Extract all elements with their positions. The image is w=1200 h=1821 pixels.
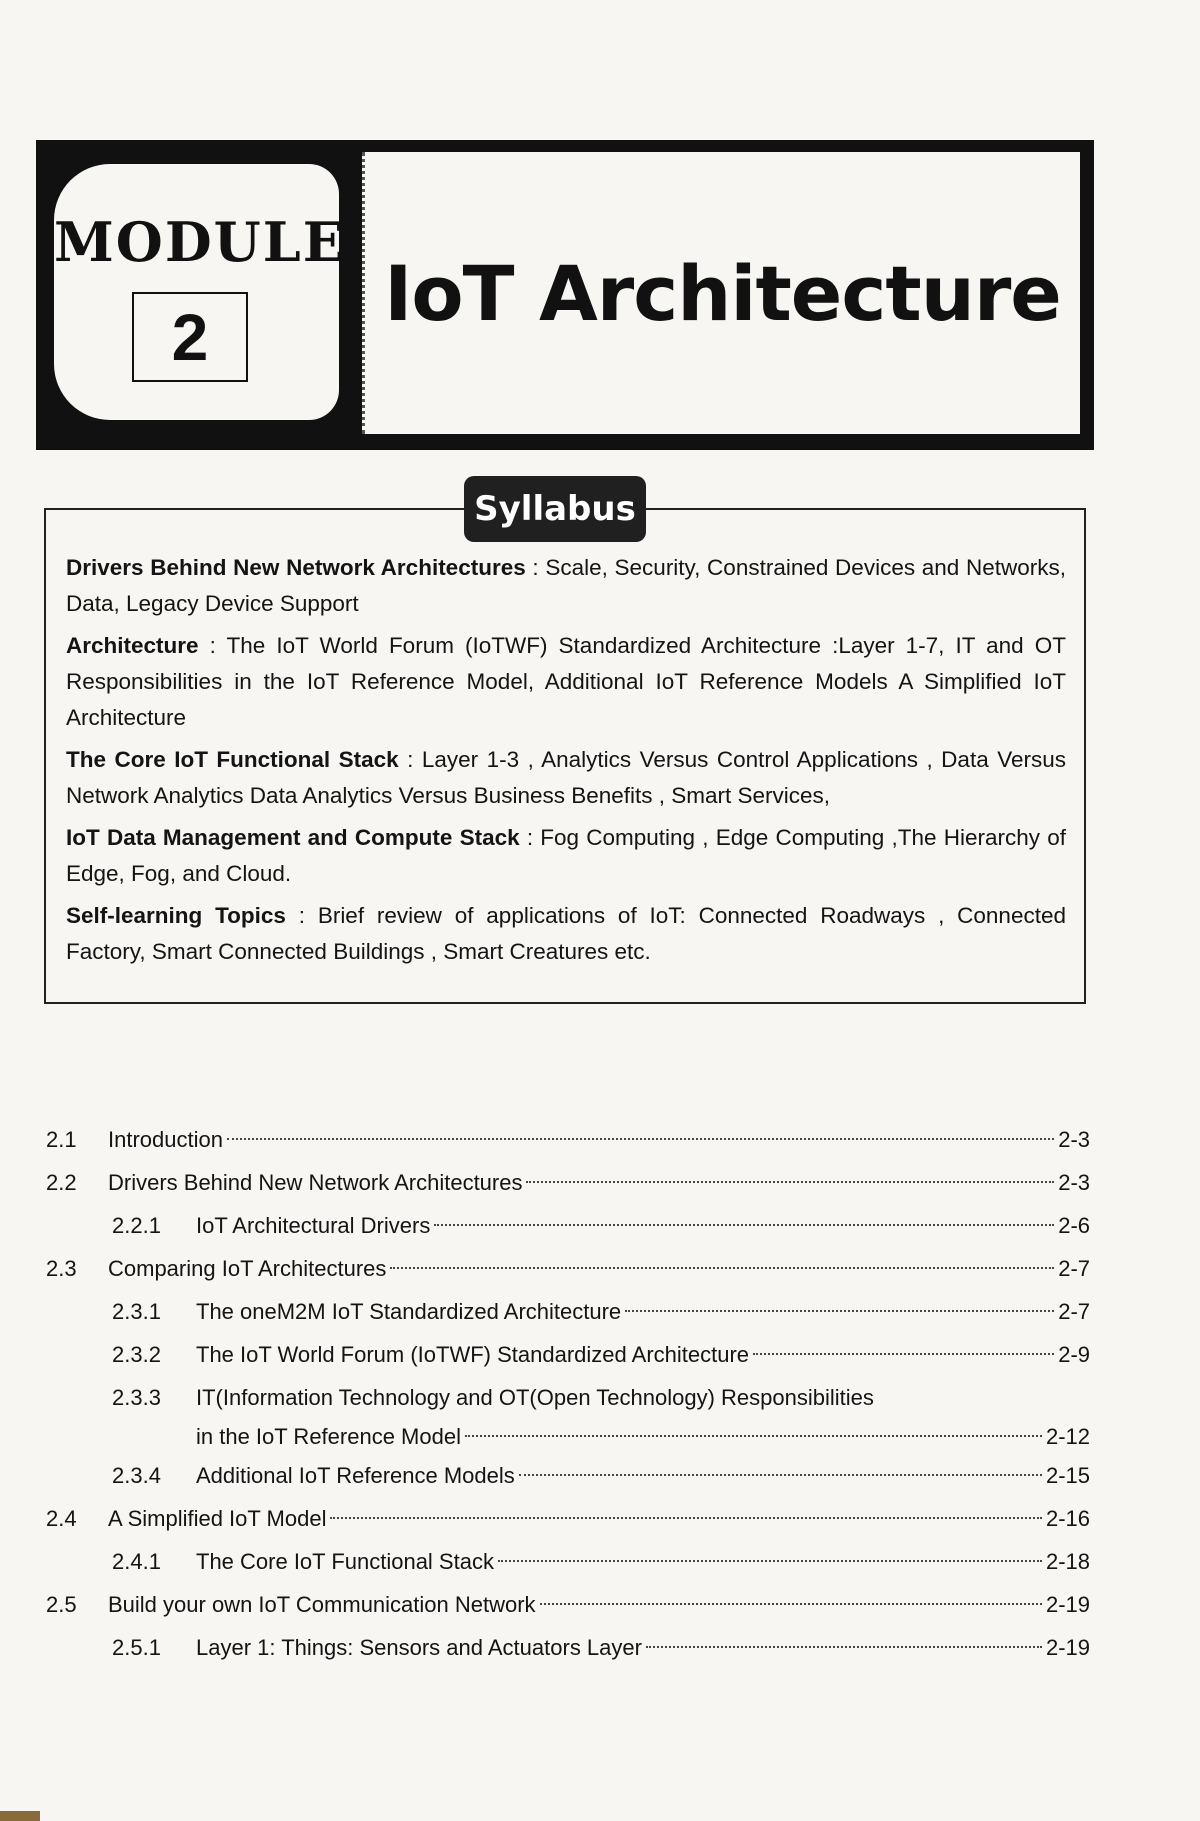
toc-title: A Simplified IoT Model bbox=[108, 1506, 327, 1531]
toc-title-continued: in the IoT Reference Model bbox=[196, 1424, 461, 1449]
toc-entry[interactable] bbox=[46, 1540, 1090, 1583]
toc-title: The oneM2M IoT Standardized Architecture bbox=[196, 1299, 622, 1324]
toc-number: 2.3.1 bbox=[112, 1299, 161, 1324]
toc-leader bbox=[519, 1474, 1042, 1476]
toc-entry[interactable] bbox=[46, 1118, 1090, 1161]
toc-entry-continuation[interactable] bbox=[46, 1419, 1090, 1454]
toc-entry[interactable] bbox=[46, 1454, 1090, 1497]
module-header bbox=[36, 140, 1094, 450]
syllabus-heading: Architecture bbox=[66, 633, 199, 658]
toc-leader bbox=[227, 1138, 1054, 1140]
toc-entry[interactable] bbox=[46, 1290, 1090, 1333]
syllabus-paragraph bbox=[66, 628, 1066, 736]
toc-page: 2-3 bbox=[1058, 1127, 1090, 1152]
toc-leader bbox=[390, 1267, 1054, 1269]
toc-leader bbox=[540, 1603, 1042, 1605]
toc-leader bbox=[753, 1353, 1054, 1355]
toc-number: 2.3.2 bbox=[112, 1342, 161, 1367]
toc-title: The Core IoT Functional Stack bbox=[196, 1549, 494, 1574]
toc-page: 2-7 bbox=[1058, 1256, 1090, 1281]
toc-leader bbox=[646, 1646, 1042, 1648]
syllabus-paragraph bbox=[66, 898, 1066, 970]
toc-leader bbox=[625, 1310, 1054, 1312]
toc-page: 2-7 bbox=[1058, 1299, 1090, 1324]
toc-entry[interactable] bbox=[46, 1583, 1090, 1626]
toc-number: 2.1 bbox=[46, 1127, 77, 1152]
module-title-panel bbox=[362, 152, 1080, 434]
syllabus-separator: : bbox=[398, 747, 422, 772]
syllabus-text: Fog Computing , Edge Computing ,The Hierarchy of Edge, Fog, and Cloud. bbox=[66, 825, 1066, 886]
module-number: 2 bbox=[132, 292, 248, 382]
toc-entry[interactable] bbox=[46, 1333, 1090, 1376]
syllabus-heading: IoT Data Management and Compute Stack bbox=[66, 825, 520, 850]
page-corner-shadow bbox=[0, 1811, 40, 1821]
toc-entry[interactable] bbox=[46, 1161, 1090, 1204]
toc-title: Additional IoT Reference Models bbox=[196, 1463, 515, 1488]
toc-number: 2.2.1 bbox=[112, 1213, 161, 1238]
syllabus-box bbox=[44, 508, 1086, 1004]
syllabus-separator: : bbox=[519, 825, 541, 850]
toc-page: 2-16 bbox=[1045, 1506, 1090, 1531]
toc-leader bbox=[498, 1560, 1042, 1562]
syllabus-text: Brief review of applications of IoT: Connected Roadways , Connected Factory, Smart Connected Buildings , Smart Creatures etc. bbox=[66, 903, 1066, 964]
toc-entry[interactable] bbox=[46, 1247, 1090, 1290]
toc-number: 2.5.1 bbox=[112, 1635, 161, 1660]
toc-number: 2.2 bbox=[46, 1170, 77, 1195]
module-label: MODULE bbox=[54, 210, 346, 274]
toc-entry[interactable] bbox=[46, 1626, 1090, 1669]
toc-page: 2-19 bbox=[1045, 1635, 1090, 1660]
syllabus-content bbox=[66, 550, 1066, 976]
toc-title: Introduction bbox=[108, 1127, 223, 1152]
toc-number: 2.4.1 bbox=[112, 1549, 161, 1574]
syllabus-heading: The Core IoT Functional Stack bbox=[66, 747, 399, 772]
toc-title: Comparing IoT Architectures bbox=[108, 1256, 387, 1281]
table-of-contents bbox=[46, 1118, 1090, 1669]
syllabus-separator: : bbox=[198, 633, 227, 658]
toc-leader bbox=[526, 1181, 1054, 1183]
module-badge bbox=[54, 164, 346, 420]
toc-page: 2-15 bbox=[1045, 1463, 1090, 1488]
syllabus-separator: : bbox=[525, 555, 546, 580]
toc-page: 2-12 bbox=[1045, 1424, 1090, 1449]
syllabus-paragraph bbox=[66, 820, 1066, 892]
toc-number: 2.4 bbox=[46, 1506, 77, 1531]
toc-entry[interactable] bbox=[46, 1204, 1090, 1247]
toc-title: The IoT World Forum (IoTWF) Standardized Architecture bbox=[196, 1342, 750, 1367]
toc-page: 2-3 bbox=[1058, 1170, 1090, 1195]
toc-page: 2-18 bbox=[1045, 1549, 1090, 1574]
syllabus-separator: : bbox=[285, 903, 318, 928]
toc-title: Drivers Behind New Network Architectures bbox=[108, 1170, 523, 1195]
syllabus-text: Scale, Security, Constrained Devices and Networks, Data, Legacy Device Support bbox=[66, 555, 1066, 616]
toc-number: 2.5 bbox=[46, 1592, 77, 1617]
syllabus-heading: Self-learning Topics bbox=[66, 903, 286, 928]
syllabus-label: Syllabus bbox=[464, 476, 646, 542]
syllabus-paragraph bbox=[66, 742, 1066, 814]
toc-number: 2.3 bbox=[46, 1256, 77, 1281]
syllabus-paragraph bbox=[66, 550, 1066, 622]
syllabus-text: Layer 1-3 , Analytics Versus Control Applications , Data Versus Network Analytics Data Analytics Versus Business Benefits , Smart Services, bbox=[66, 747, 1066, 808]
toc-title: IT(Information Technology and OT(Open Technology) Responsibilities bbox=[196, 1385, 874, 1410]
toc-number: 2.3.3 bbox=[112, 1385, 161, 1410]
toc-page: 2-19 bbox=[1045, 1592, 1090, 1617]
toc-title: Build your own IoT Communication Network bbox=[108, 1592, 536, 1617]
toc-title: IoT Architectural Drivers bbox=[196, 1213, 431, 1238]
toc-page: 2-9 bbox=[1058, 1342, 1090, 1367]
toc-leader bbox=[465, 1435, 1042, 1437]
toc-title: Layer 1: Things: Sensors and Actuators Layer bbox=[196, 1635, 642, 1660]
toc-leader bbox=[434, 1224, 1054, 1226]
toc-leader bbox=[330, 1517, 1041, 1519]
toc-entry[interactable] bbox=[46, 1376, 1090, 1419]
module-title: IoT Architecture bbox=[384, 248, 1061, 338]
toc-page: 2-6 bbox=[1058, 1213, 1090, 1238]
syllabus-heading: Drivers Behind New Network Architectures bbox=[66, 555, 526, 580]
toc-number: 2.3.4 bbox=[112, 1463, 161, 1488]
toc-entry[interactable] bbox=[46, 1497, 1090, 1540]
syllabus-text: The IoT World Forum (IoTWF) Standardized Architecture :Layer 1-7, IT and OT Responsibilities in the IoT Reference Model, Additional IoT Reference Models A Simplified IoT Architecture bbox=[66, 633, 1066, 730]
